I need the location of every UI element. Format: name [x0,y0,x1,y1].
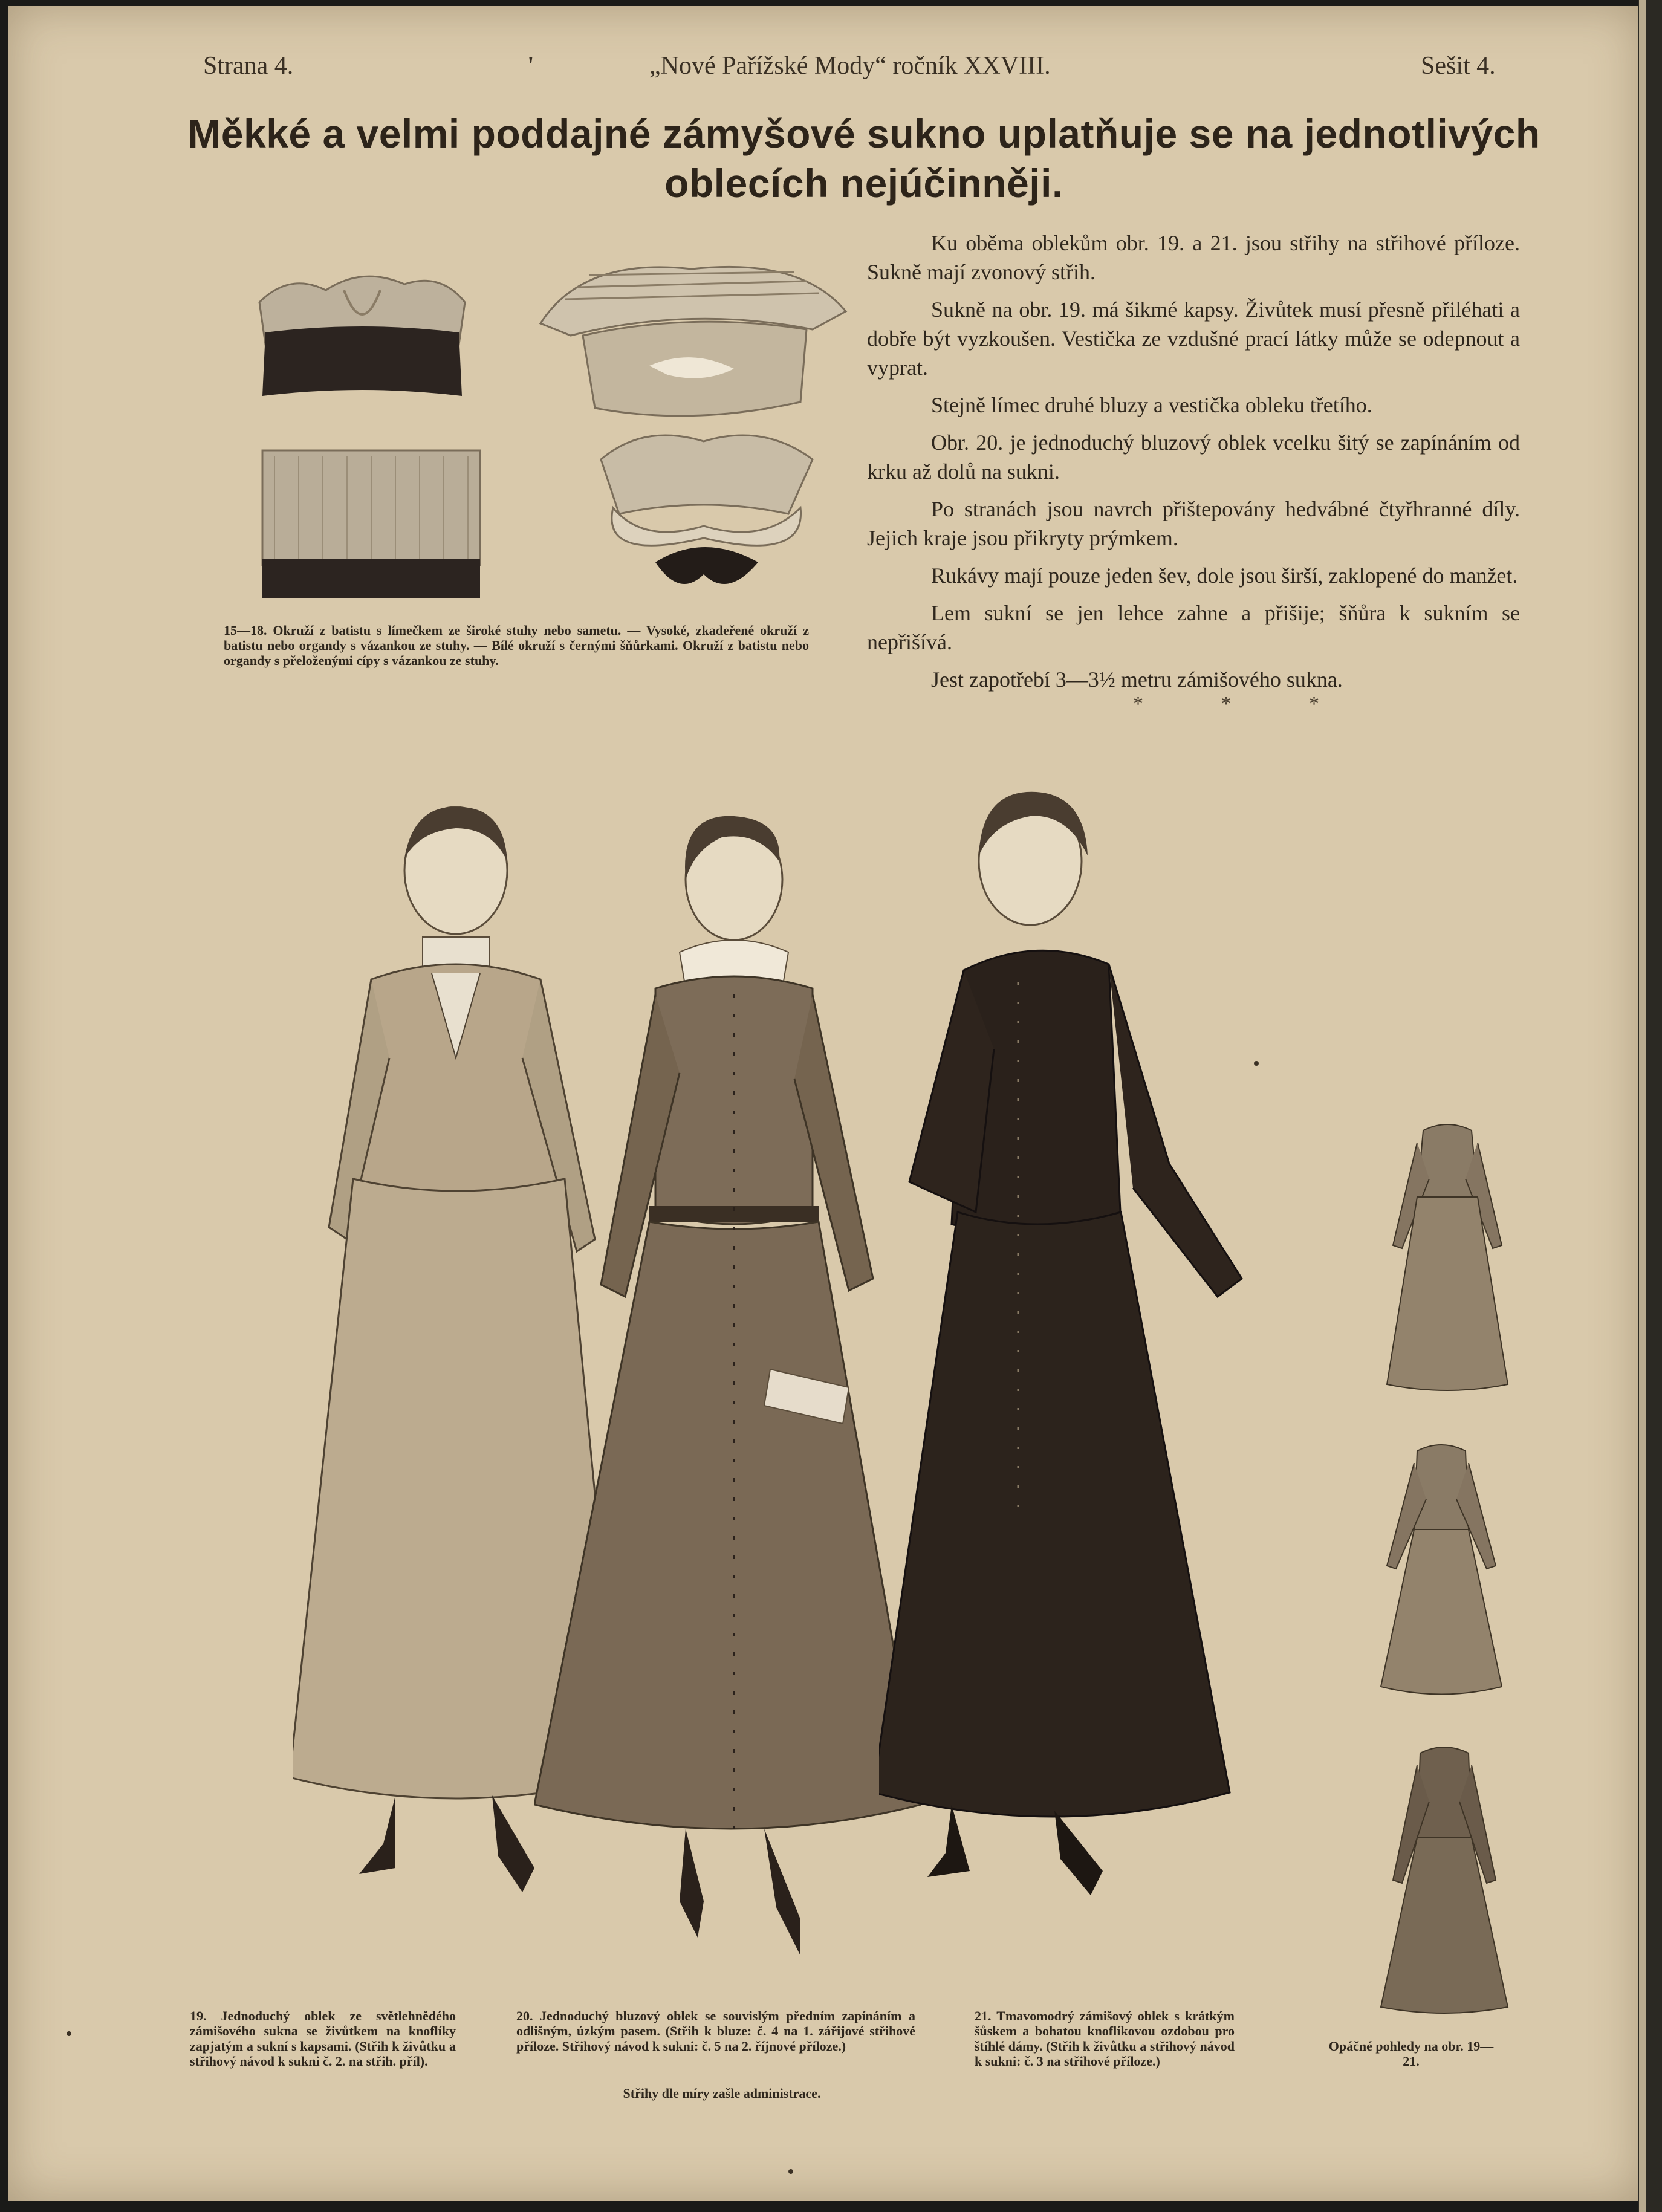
paragraph-2: Sukně na obr. 19. má šikmé kapsy. Živůtek musí přesně přiléhati a dobře být vyzkoušen. Vestička ze vzdušné prací látky může se odepnout a vyprat. [867,297,1520,380]
binding-edge [1638,0,1662,2212]
paragraph-4: Obr. 20. je jednoduchý bluzový oblek vcelku šitý se zapínáním od krku až dolů na sukni. [867,430,1520,484]
title-line-2: oblecích nejúčinněji. [664,161,1063,206]
paragraph-8: Jest zapotřebí 3—3½ metru zámišového sukna. [931,667,1343,692]
title-line-1: Měkké a velmi poddajné zámyšové sukno uplatňuje se na jednotlivých [187,111,1540,156]
header-mark: ' [527,52,534,80]
caption-fig-19: 19. Jednoduchý oblek ze světlehnědého zámišového sukna se živůtkem na knoflíky zapjatým a sukní s kapsami. (Střih k živůtku a střihový návod k sukni č. 2. na střih. příl). [190,2008,456,2069]
magazine-title-header: „Nové Pařížské Mody“ ročník XXVIII. [649,52,1051,80]
collar-illustration-18 [583,423,831,605]
caption-fig-20: 20. Jednoduchý bluzový oblek se souvislým předním zapínáním a odlišným, úzkým pasem. (Střih k bluze: č. 4 na 1. zářijové střihové příloze. Střihový návod k sukni: č. 5 na 2. říjnové příloze.) [516,2008,915,2054]
fashion-figure-20 [534,813,921,1980]
page-title [160,109,1568,208]
fashion-figure-21 [879,789,1314,1895]
back-view-21 [1375,1735,1514,2019]
caption-back-views: Opáčné pohledy na obr. 19—21. [1328,2038,1494,2069]
paragraph-7: Lem sukní se jen lehce zahne a přišije; šňůra k sukním se nepřišívá. [867,601,1520,654]
page-number: Strana 4. [203,52,294,80]
back-view-19 [1381,1118,1514,1396]
collar-illustration-16 [528,245,855,426]
paragraph-5: Po stranách jsou navrch přištepovány hedvábné čtyřhranné díly. Jejich kraje jsou přikryty prýmkem. [867,497,1520,550]
margin-speck [1254,1061,1259,1066]
caption-fig-21: 21. Tmavomodrý zámišový oblek s krátkým šůskem a bohatou knoflíkovou ozdobou pro štíhlé dámy. (Střih k živůtku a střihový návod k sukni: č. 3 na střihové příloze.) [975,2008,1235,2069]
margin-speck [788,2169,793,2174]
caption-fig-20-note: Střihy dle míry zašle administrace. [623,2086,821,2101]
back-view-20 [1375,1433,1508,1705]
paragraph-3: Stejně límec druhé bluzy a vestička obleku třetího. [931,393,1372,417]
issue-number: Sešit 4. [1421,52,1496,80]
collar-caption: 15—18. Okruží z batistu s límečkem ze široké stuhy nebo sametu. — Vysoké, zkadeřené okruží z batistu nebo organdy s vázankou ze stuhy. — Bílé okruží s černými šňůrkami. Okruží z batistu nebo organdy s přeloženými cípy s vázankou ze stuhy. [224,623,809,668]
paragraph-1: Ku oběma oblekům obr. 19. a 21. jsou střihy na střihové příloze. Sukně mají zvonový střih. [867,231,1520,284]
collar-illustration-15 [253,266,471,417]
paragraph-6: Rukávy mají pouze jeden šev, dole jsou širší, zaklopené do manžet. [931,563,1518,588]
margin-speck [67,2031,71,2036]
collar-illustration-17 [256,444,486,608]
section-divider-stars: * * * [1133,693,1355,715]
article-text [867,229,1520,702]
magazine-page [8,6,1641,2201]
